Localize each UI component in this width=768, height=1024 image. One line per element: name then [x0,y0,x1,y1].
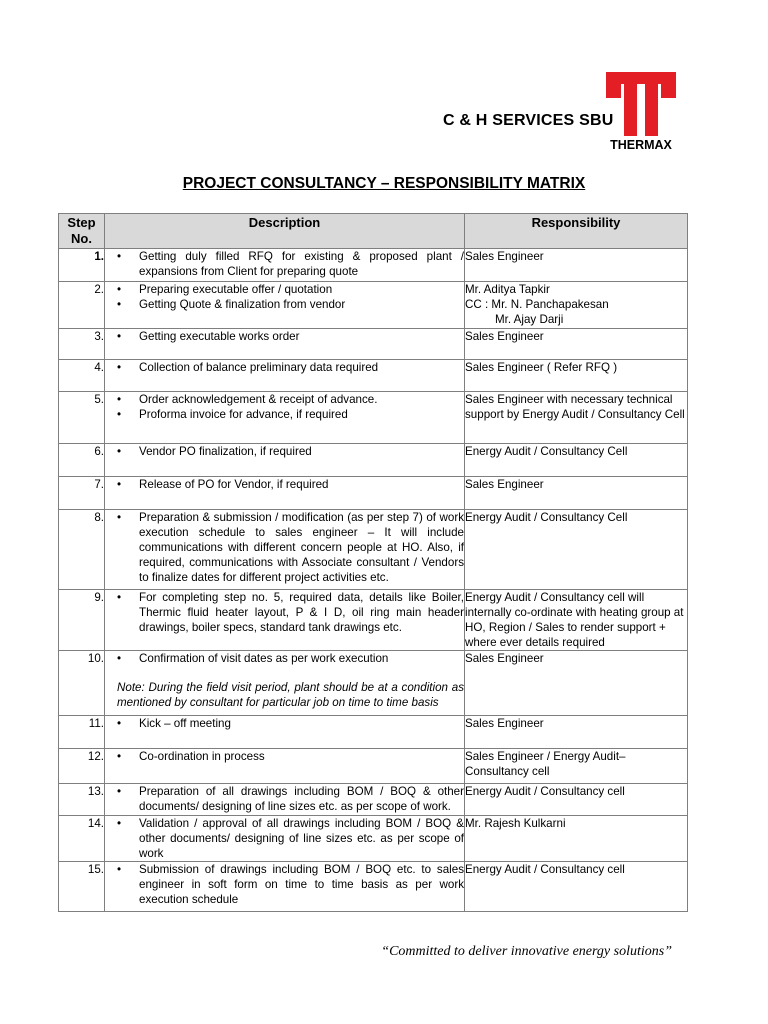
bullet-icon: • [117,283,122,296]
table-row [59,360,688,392]
step-number: 6. [59,444,105,477]
description-text: Vendor PO finalization, if required [139,445,312,458]
description-list [105,329,464,344]
responsibility-cell [465,249,688,282]
description-cell [105,329,465,360]
table-row [59,816,688,862]
table-body [59,249,688,912]
responsibility-cell [465,392,688,444]
bullet-icon: • [117,361,122,374]
bullet-icon: • [117,863,122,876]
responsibility-text: Energy Audit / Consultancy cell [465,863,625,876]
responsibility-cell [465,360,688,392]
bullet-icon: • [117,408,122,421]
bullet-icon: • [117,750,122,763]
description-cell [105,477,465,510]
thermax-logo-text: THERMAX [610,138,672,152]
description-list [105,392,464,422]
table-row [59,249,688,282]
description-list [105,510,464,585]
bullet-icon: • [117,652,122,665]
step-number: 8. [59,510,105,590]
table-row [59,329,688,360]
list-item [105,407,464,422]
table-row [59,651,688,716]
responsibility-cell [465,477,688,510]
table-row [59,444,688,477]
list-item [105,749,464,764]
description-text: Getting executable works order [139,330,300,343]
responsibility-cell [465,862,688,912]
description-list [105,784,464,814]
description-text: Preparation & submission / modification (as per step 7) of work execution schedule to sales engineer – It will include communications with different concern people at HO. Also, if required, communications with Associate consultant / Vendors to finalize dates for different project activities etc. [139,511,464,584]
bullet-icon: • [117,478,122,491]
description-list [105,816,464,861]
responsibility-text: Sales Engineer ( Refer RFQ ) [465,361,618,374]
description-cell [105,651,465,716]
step-number: 2. [59,282,105,329]
responsibility-cell [465,510,688,590]
description-cell [105,249,465,282]
description-list [105,249,464,279]
unit-name: C & H SERVICES SBU [443,112,614,129]
bullet-icon: • [117,445,122,458]
document-title: PROJECT CONSULTANCY – RESPONSIBILITY MATRIX [182,175,586,192]
responsibility-cell [465,444,688,477]
description-text: Release of PO for Vendor, if required [139,478,329,491]
description-text: Proforma invoice for advance, if required [139,408,348,421]
bullet-icon: • [117,591,122,604]
bullet-icon: • [117,817,122,830]
description-cell [105,590,465,651]
responsibility-cell [465,282,688,329]
responsibility-text: Sales Engineer [465,250,544,263]
thermax-logo [602,70,680,152]
list-item [105,329,464,344]
description-list [105,716,464,731]
responsibility-text: Sales Engineer [465,717,544,730]
responsibility-text: Sales Engineer [465,652,544,665]
description-list [105,749,464,764]
description-list [105,590,464,635]
footer-tagline: “Committed to deliver innovative energy solutions” [381,944,672,959]
description-cell [105,862,465,912]
responsibility-cell [465,749,688,784]
table-row [59,716,688,749]
description-cell [105,816,465,862]
list-item [105,510,464,585]
bullet-icon: • [117,717,122,730]
list-item [105,249,464,279]
description-text: Submission of drawings including BOM / BOQ etc. to sales engineer in soft form on time to time basis as per work execution schedule [139,863,464,906]
column-header-step: Step No. [59,214,105,249]
responsibility-cell [465,651,688,716]
step-number: 9. [59,590,105,651]
thermax-logo-mark [606,72,676,136]
description-cell [105,444,465,477]
table-row [59,282,688,329]
list-item [105,590,464,635]
responsibility-text: Mr. Ajay Darji [495,313,564,326]
step-number: 13. [59,784,105,816]
description-text: Validation / approval of all drawings including BOM / BOQ & other documents/ designing of line sizes etc. as per scope of work [139,817,464,860]
table-row [59,862,688,912]
list-item [105,784,464,814]
step-number: 12. [59,749,105,784]
description-list [105,862,464,907]
responsibility-text: Energy Audit / Consultancy Cell [465,445,628,458]
description-text: Preparation of all drawings including BOM / BOQ & other documents/ designing of line sizes etc. as per scope of work. [139,785,464,813]
responsibility-cell [465,716,688,749]
table-row [59,749,688,784]
column-header-responsibility: Responsibility [465,214,688,249]
description-list [105,477,464,492]
responsibility-text: Sales Engineer / Energy Audit– Consultancy cell [465,750,626,778]
step-number: 3. [59,329,105,360]
table-row [59,477,688,510]
description-cell [105,360,465,392]
description-text: Preparing executable offer / quotation [139,283,333,296]
description-list [105,282,464,312]
description-list [105,651,464,666]
description-cell [105,392,465,444]
responsibility-cell [465,329,688,360]
responsibility-text: Mr. Aditya Tapkir [465,283,550,296]
step-number: 10. [59,651,105,716]
bullet-icon: • [117,330,122,343]
description-text: Collection of balance preliminary data required [139,361,379,374]
step-number: 1. [59,249,105,282]
description-text: For completing step no. 5, required data, details like Boiler, Thermic fluid heater layout, P & I D, oil ring main header drawings, boiler specs, standard tank drawings etc. [139,591,464,634]
step-number: 4. [59,360,105,392]
responsibility-cell [465,784,688,816]
step-number: 5. [59,392,105,444]
description-text: Getting duly filled RFQ for existing & proposed plant / expansions from Client for preparing quote [139,250,464,278]
table-header-row [59,214,688,249]
table-row [59,392,688,444]
responsibility-text: Energy Audit / Consultancy cell will internally co-ordinate with heating group at HO, Region / Sales to render support + where ever details required [465,591,684,649]
responsibility-text: Mr. Rajesh Kulkarni [465,817,566,830]
description-list [105,360,464,375]
list-item [105,282,464,297]
bullet-icon: • [117,298,122,311]
table-row [59,784,688,816]
bullet-icon: • [117,785,122,798]
description-cell [105,282,465,329]
responsibility-text: Sales Engineer [465,330,544,343]
step-number: 11. [59,716,105,749]
description-list [105,444,464,459]
step-number: 15. [59,862,105,912]
description-text: Order acknowledgement & receipt of advance. [139,393,378,406]
list-item [105,392,464,407]
bullet-icon: • [117,511,122,524]
description-cell [105,749,465,784]
bullet-icon: • [117,250,122,263]
responsibility-cell [465,590,688,651]
list-item [105,477,464,492]
column-header-description: Description [105,214,465,249]
responsibility-matrix-table [58,213,688,912]
list-item [105,360,464,375]
responsibility-text: CC : Mr. N. Panchapakesan [465,298,609,311]
description-text: Confirmation of visit dates as per work execution [139,652,389,665]
description-cell [105,716,465,749]
description-text: Co-ordination in process [139,750,265,763]
table-row [59,510,688,590]
list-item [105,716,464,731]
step-number: 14. [59,816,105,862]
list-item [105,816,464,861]
responsibility-text: Sales Engineer with necessary technical support by Energy Audit / Consultancy Cell [465,393,685,421]
responsibility-cell [465,816,688,862]
step-number: 7. [59,477,105,510]
table-row [59,590,688,651]
responsibility-text: Energy Audit / Consultancy cell [465,785,625,798]
description-text: Kick – off meeting [139,717,231,730]
list-item [105,297,464,312]
responsibility-text: Sales Engineer [465,478,544,491]
description-text: Getting Quote & finalization from vendor [139,298,346,311]
description-cell [105,784,465,816]
note-text: Note: During the field visit period, plant should be at a condition as mentioned by consultant for particular job on time to time basis [117,681,464,709]
list-item [105,651,464,666]
responsibility-text: Energy Audit / Consultancy Cell [465,511,628,524]
list-item [105,444,464,459]
list-item [105,862,464,907]
bullet-icon: • [117,393,122,406]
description-cell [105,510,465,590]
